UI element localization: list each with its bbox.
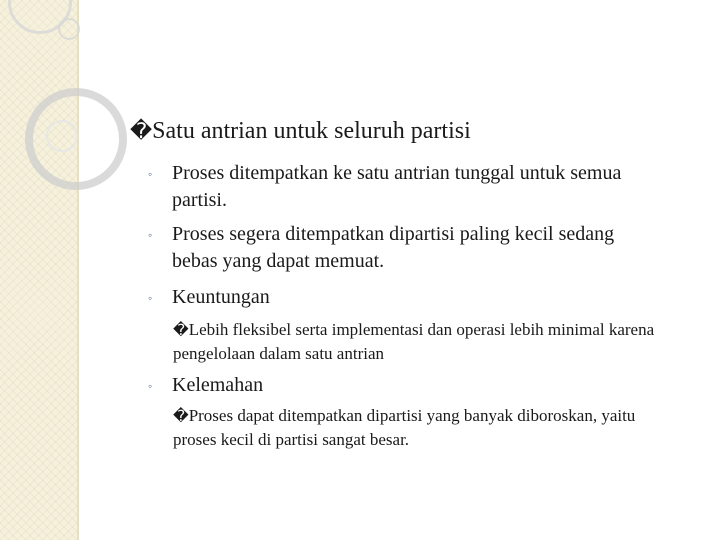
list-item-text: Keuntungan bbox=[172, 286, 270, 308]
sub-bullet-icon: � bbox=[173, 407, 189, 425]
sub-item-text: Proses dapat ditempatkan dipartisi yang banyak diboroskan, yaitu proses kecil di partisi sangat besar. bbox=[173, 406, 636, 449]
list-item bbox=[148, 284, 652, 311]
list-item-text: Proses ditempatkan ke satu antrian tunggal untuk semua partisi. bbox=[172, 162, 622, 211]
list-item bbox=[148, 372, 652, 399]
sub-list-item-text bbox=[173, 318, 693, 366]
sub-list-item bbox=[173, 404, 673, 452]
sub-bullet-icon: � bbox=[173, 321, 189, 339]
sub-list-item-text bbox=[173, 404, 673, 452]
sub-item-text: Lebih fleksibel serta implementasi dan operasi lebih minimal karena pengelolaan dalam satu antrian bbox=[173, 320, 655, 363]
list-item bbox=[148, 160, 652, 214]
circle-bullet-icon: ◦ bbox=[148, 379, 153, 393]
list-item-text: Proses segera ditempatkan dipartisi paling kecil sedang bebas yang dapat memuat. bbox=[172, 223, 615, 272]
heading-bullet: � bbox=[130, 119, 153, 144]
circle-bullet-icon: ◦ bbox=[148, 291, 153, 305]
heading-text: Satu antrian untuk seluruh partisi bbox=[152, 118, 471, 144]
list-item-text: Kelemahan bbox=[172, 374, 264, 396]
slide-heading bbox=[130, 116, 471, 147]
circle-bullet-icon: ◦ bbox=[148, 167, 153, 181]
sub-list-item bbox=[173, 318, 693, 366]
list-item bbox=[148, 221, 652, 275]
circle-bullet-icon: ◦ bbox=[148, 228, 153, 242]
